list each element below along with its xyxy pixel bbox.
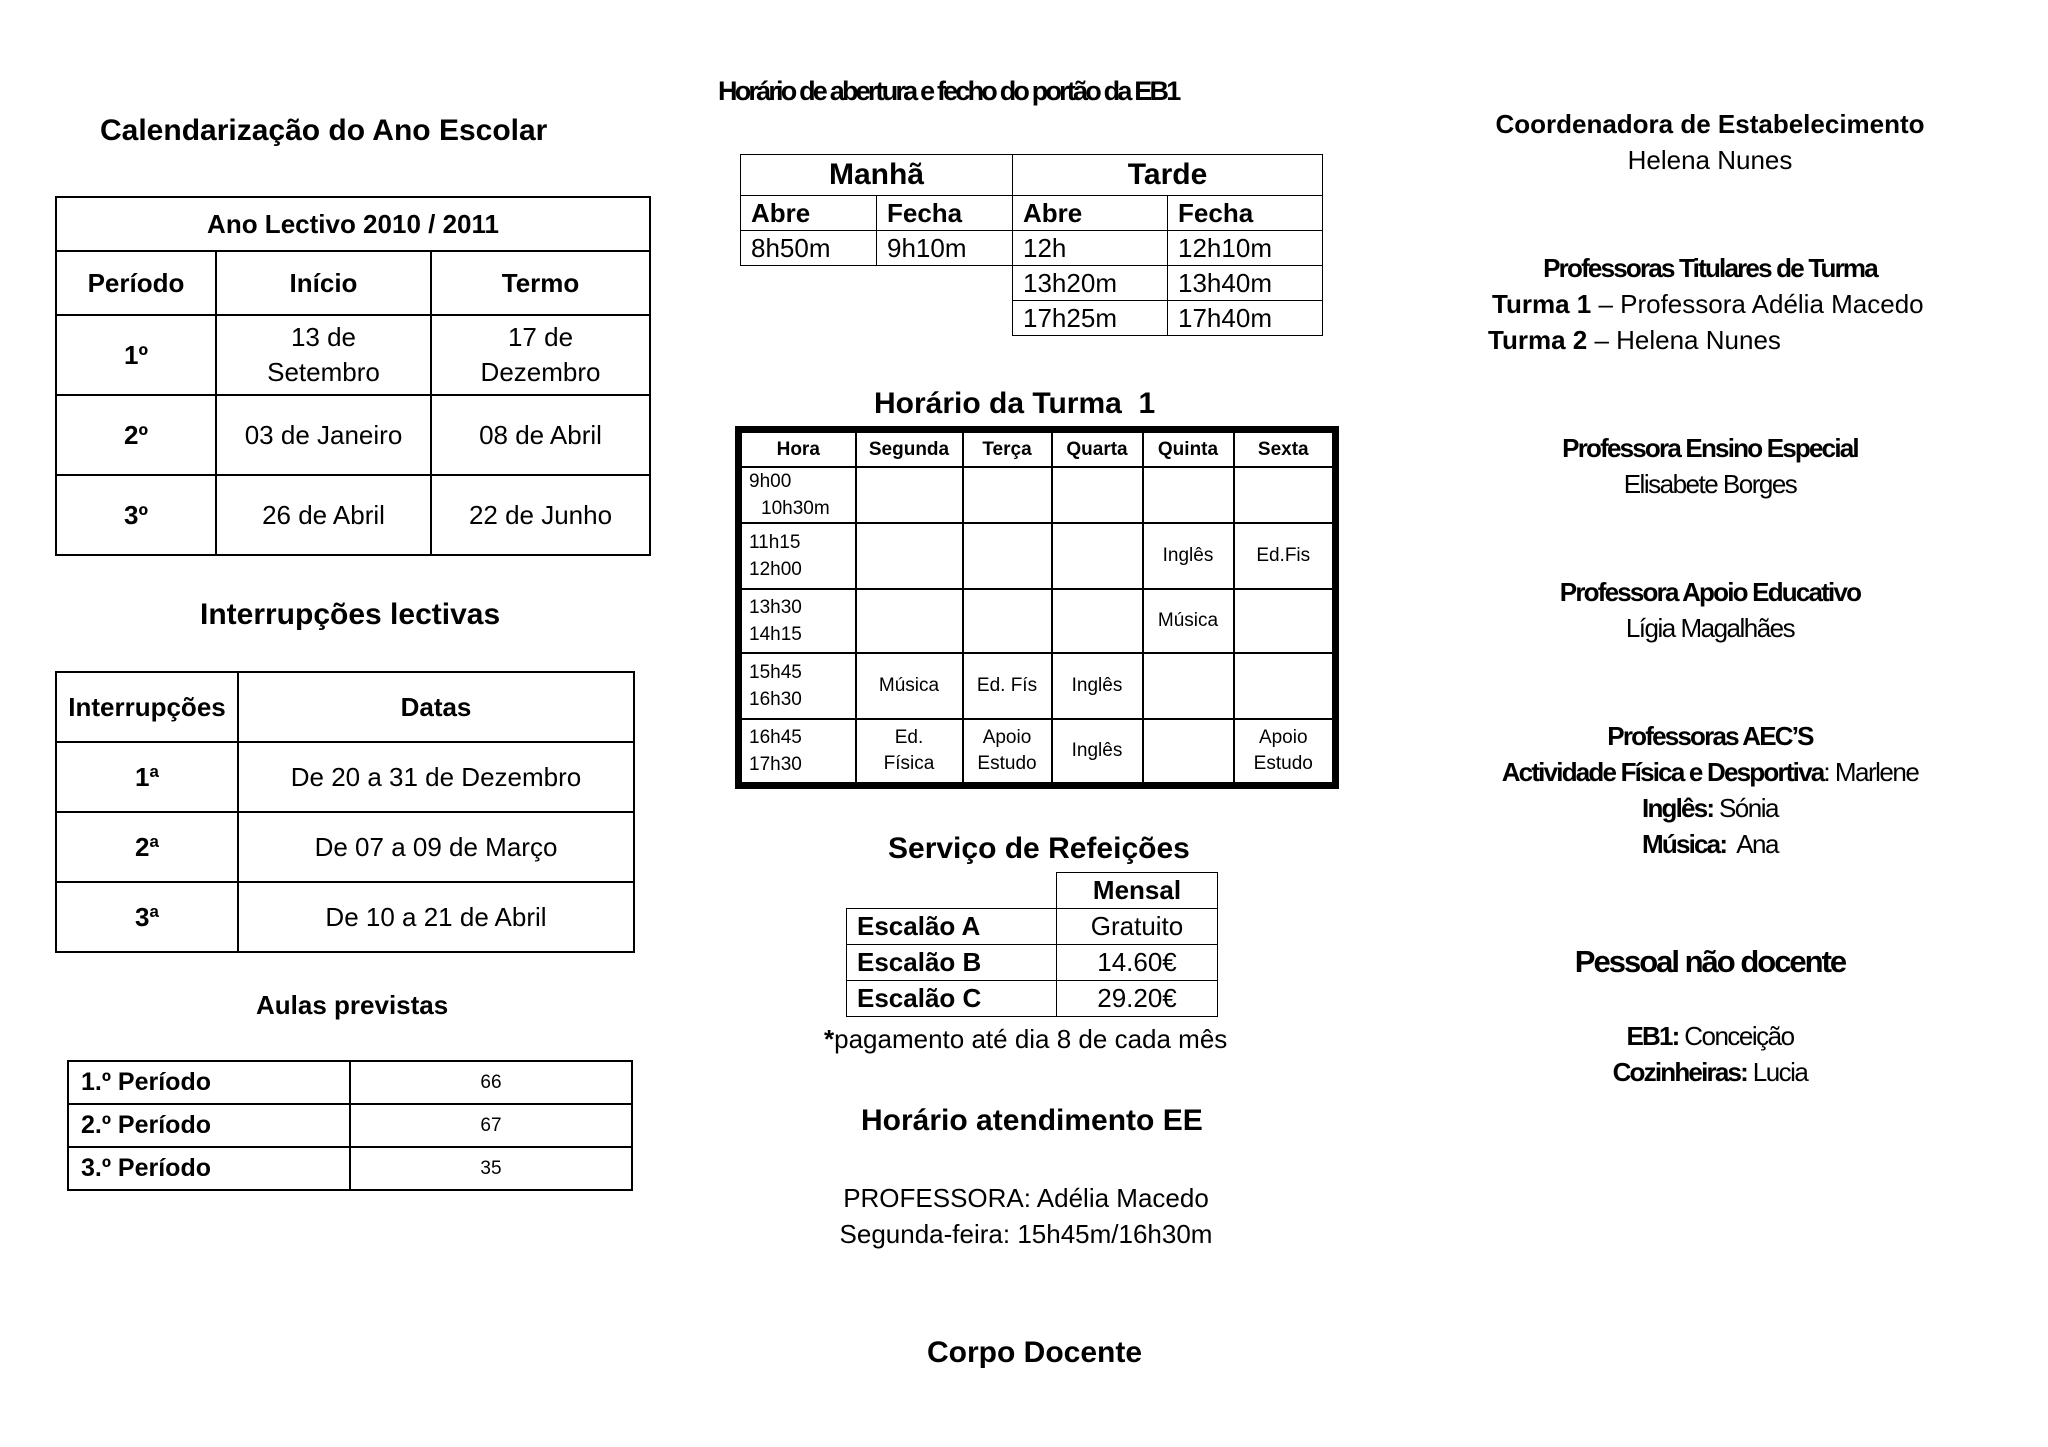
- col-header: Datas: [238, 672, 634, 742]
- schedule-cell: Inglês: [1052, 653, 1143, 719]
- col-header: Segunda: [856, 430, 963, 468]
- afternoon-open: 13h20m: [1013, 266, 1168, 301]
- interruption-dates: De 10 a 21 de Abril: [238, 882, 634, 952]
- schedule-cell: [963, 589, 1052, 653]
- hour-start: 13h30: [749, 597, 802, 618]
- afternoon-close: 17h40m: [1168, 301, 1323, 336]
- period-cell: 2º: [56, 395, 216, 475]
- schedule-cell: Ed.Fis: [1234, 523, 1336, 589]
- col-header: Quarta: [1052, 430, 1143, 468]
- hour-end: 14h15: [749, 624, 802, 645]
- aec2-label: Inglês:: [1642, 793, 1714, 823]
- aec3-label: Música:: [1642, 829, 1727, 859]
- aulas-period: 2.º Período: [68, 1104, 350, 1147]
- hour-end: 12h00: [749, 559, 802, 580]
- hour-end: 16h30: [749, 689, 802, 710]
- hour-start: 15h45: [749, 662, 802, 683]
- coordinator-name: Helena Nunes: [1627, 145, 1793, 175]
- year-label: Ano Lectivo 2010 / 2011: [56, 197, 650, 251]
- schedule-cell: [1143, 719, 1234, 785]
- afternoon-close: 12h10m: [1168, 231, 1323, 266]
- meal-price: 14.60€: [1057, 945, 1218, 981]
- especial-title: Professora Ensino Especial: [1562, 433, 1858, 463]
- schedule-cell: [1143, 467, 1234, 523]
- schedule-cell: [1052, 467, 1143, 523]
- attendance-teacher: PROFESSORA: Adélia Macedo: [843, 1183, 1209, 1213]
- period-cell: 1º: [56, 315, 216, 395]
- note-star: *: [824, 1024, 835, 1054]
- schedule-cell: [856, 589, 963, 653]
- turma1-name: – Professora Adélia Macedo: [1591, 289, 1924, 319]
- table-row: [56, 315, 650, 395]
- meal-level: Escalão B: [847, 945, 1057, 981]
- aec-block: [1450, 718, 1970, 862]
- start-cell: 03 de Janeiro: [216, 395, 431, 475]
- open-header: Abre: [1013, 196, 1168, 231]
- corpo-docente-title: Corpo Docente: [927, 1336, 1143, 1369]
- table-row: [739, 653, 1336, 719]
- meals-table: [846, 872, 1218, 1017]
- close-header: Fecha: [877, 196, 1013, 231]
- turma1-label: Turma 1: [1492, 289, 1592, 319]
- col-header: Terça: [963, 430, 1052, 468]
- morning-header: Manhã: [741, 155, 1013, 196]
- schedule-cell: Inglês: [1052, 719, 1143, 785]
- schedule-cell: Apoio Estudo: [963, 719, 1052, 785]
- schedule-cell: [1234, 653, 1336, 719]
- col-header: Quinta: [1143, 430, 1234, 468]
- gate-hours-table: [740, 154, 1323, 336]
- schedule-cell: [856, 467, 963, 523]
- aec-title: Professoras AEC’S: [1607, 721, 1813, 751]
- meals-title: Serviço de Refeições: [888, 832, 1190, 865]
- table-row: [847, 981, 1218, 1017]
- col-header: Início: [216, 251, 431, 315]
- non-teaching-block: [1450, 1018, 1970, 1090]
- table-row: [68, 1104, 632, 1147]
- period-cell: 3º: [56, 475, 216, 555]
- start-cell: 13 de Setembro: [216, 315, 431, 395]
- hour-cell: [739, 467, 856, 523]
- turma2-label: Turma 2: [1488, 325, 1588, 355]
- col-header: Sexta: [1234, 430, 1336, 468]
- meal-level: Escalão A: [847, 909, 1057, 945]
- table-row: [739, 523, 1336, 589]
- eb1-label: EB1:: [1626, 1021, 1679, 1051]
- table-row: [847, 945, 1218, 981]
- schedule-cell: [1052, 523, 1143, 589]
- hour-start: 11h15: [749, 532, 801, 553]
- aulas-table: [67, 1060, 633, 1191]
- interruptions-table: [55, 671, 635, 953]
- interruption-dates: De 07 a 09 de Março: [238, 812, 634, 882]
- schedule-cell: Apoio Estudo: [1234, 719, 1336, 785]
- turma-1: [1492, 286, 1924, 322]
- aec-line-2: [1450, 790, 1970, 826]
- gate-title: Horário de abertura e fecho do portão da EB1: [718, 76, 1179, 106]
- table-row: [741, 301, 1323, 336]
- hour-cell: [739, 523, 856, 589]
- apoio-block: [1450, 574, 1970, 646]
- meals-note: [824, 1024, 1227, 1055]
- aulas-period: 1.º Período: [68, 1061, 350, 1104]
- schedule-cell: [963, 523, 1052, 589]
- table-row: [741, 266, 1323, 301]
- titulares-title-block: [1450, 250, 1970, 286]
- hour-start: 16h45: [749, 726, 802, 748]
- coordinator-title: Coordenadora de Estabelecimento: [1495, 109, 1925, 139]
- schedule-cell: [1143, 653, 1234, 719]
- table-row: [739, 719, 1336, 785]
- cook-label: Cozinheiras:: [1612, 1057, 1748, 1087]
- schedule-title: Horário da Turma 1: [874, 387, 1156, 420]
- table-row: [741, 231, 1323, 266]
- afternoon-header: Tarde: [1013, 155, 1323, 196]
- end-cell: 22 de Junho: [431, 475, 650, 555]
- schedule-cell: Inglês: [1143, 523, 1234, 589]
- hour-cell: [739, 719, 856, 785]
- class-schedule-table: [735, 426, 1339, 789]
- meal-price: 29.20€: [1057, 981, 1218, 1017]
- table-row: [56, 475, 650, 555]
- col-header: Período: [56, 251, 216, 315]
- schedule-cell: [1234, 589, 1336, 653]
- meal-level: Escalão C: [847, 981, 1057, 1017]
- meal-price: Gratuito: [1057, 909, 1218, 945]
- aulas-title: Aulas previstas: [256, 990, 449, 1020]
- col-header: Termo: [431, 251, 650, 315]
- note-text: pagamento até dia 8 de cada mês: [834, 1024, 1228, 1054]
- col-header: Interrupções: [56, 672, 238, 742]
- especial-block: [1450, 430, 1970, 502]
- aec1-name: : Marlene: [1823, 757, 1919, 787]
- attendance-block: [618, 1180, 1434, 1252]
- schedule-cell: [1052, 589, 1143, 653]
- hour-cell: [739, 653, 856, 719]
- eb1-name: Conceição: [1678, 1021, 1794, 1051]
- eb1-line: [1450, 1018, 1970, 1054]
- table-row: [56, 395, 650, 475]
- morning-open: 8h50m: [741, 231, 877, 266]
- interruptions-title: Interrupções lectivas: [200, 598, 501, 631]
- open-header: Abre: [741, 196, 877, 231]
- calendar-title: Calendarização do Ano Escolar: [100, 114, 548, 147]
- cook-name: Lucia: [1747, 1057, 1808, 1087]
- schedule-cell: Ed. Fís: [963, 653, 1052, 719]
- col-header: Hora: [739, 430, 856, 468]
- interruption-label: 3ª: [56, 882, 238, 952]
- aec-line-3: [1450, 826, 1970, 862]
- interruption-label: 1ª: [56, 742, 238, 812]
- afternoon-open: 12h: [1013, 231, 1168, 266]
- hour-start: 9h00: [749, 471, 792, 492]
- afternoon-close: 13h40m: [1168, 266, 1323, 301]
- apoio-name: Lígia Magalhães: [1625, 613, 1795, 643]
- schedule-cell: [1234, 467, 1336, 523]
- schedule-cell: Música: [856, 653, 963, 719]
- aec-line-1: [1450, 754, 1970, 790]
- table-row: [56, 812, 634, 882]
- aec1-label: Actividade Física e Desportiva: [1501, 757, 1824, 787]
- morning-close: 9h10m: [877, 231, 1013, 266]
- interruption-label: 2ª: [56, 812, 238, 882]
- close-header: Fecha: [1168, 196, 1323, 231]
- table-row: [68, 1061, 632, 1104]
- table-row: [739, 589, 1336, 653]
- hour-end: 17h30: [749, 753, 802, 775]
- aulas-value: 35: [350, 1147, 632, 1190]
- schedule-cell: [963, 467, 1052, 523]
- hour-cell: [739, 589, 856, 653]
- aec3-name: Ana: [1726, 829, 1778, 859]
- attendance-time: Segunda-feira: 15h45m/16h30m: [839, 1219, 1213, 1249]
- table-row: [847, 909, 1218, 945]
- turma2-name: – Helena Nunes: [1587, 325, 1781, 355]
- schedule-cell: Música: [1143, 589, 1234, 653]
- aulas-value: 66: [350, 1061, 632, 1104]
- cook-line: [1450, 1054, 1970, 1090]
- table-row: [56, 742, 634, 812]
- schedule-cell: [856, 523, 963, 589]
- table-row: [68, 1147, 632, 1190]
- apoio-title: Professora Apoio Educativo: [1559, 577, 1861, 607]
- non-teaching-title: Pessoal não docente: [1574, 944, 1846, 979]
- end-cell: 08 de Abril: [431, 395, 650, 475]
- table-row: [739, 467, 1336, 523]
- end-cell: 17 de Dezembro: [431, 315, 650, 395]
- turma-2: [1488, 322, 1781, 358]
- especial-name: Elisabete Borges: [1623, 469, 1797, 499]
- start-cell: 26 de Abril: [216, 475, 431, 555]
- interruption-dates: De 20 a 31 de Dezembro: [238, 742, 634, 812]
- aulas-period: 3.º Período: [68, 1147, 350, 1190]
- afternoon-open: 17h25m: [1013, 301, 1168, 336]
- aec2-name: Sónia: [1713, 793, 1778, 823]
- schedule-cell: Ed. Física: [856, 719, 963, 785]
- hour-end: 10h30m: [761, 498, 830, 519]
- meals-header: Mensal: [1057, 873, 1218, 909]
- coordinator-block: [1450, 106, 1970, 178]
- calendar-table: [55, 196, 651, 556]
- aulas-value: 67: [350, 1104, 632, 1147]
- titulares-title: Professoras Titulares de Turma: [1543, 253, 1877, 283]
- table-row: [56, 882, 634, 952]
- attendance-title: Horário atendimento EE: [861, 1104, 1203, 1137]
